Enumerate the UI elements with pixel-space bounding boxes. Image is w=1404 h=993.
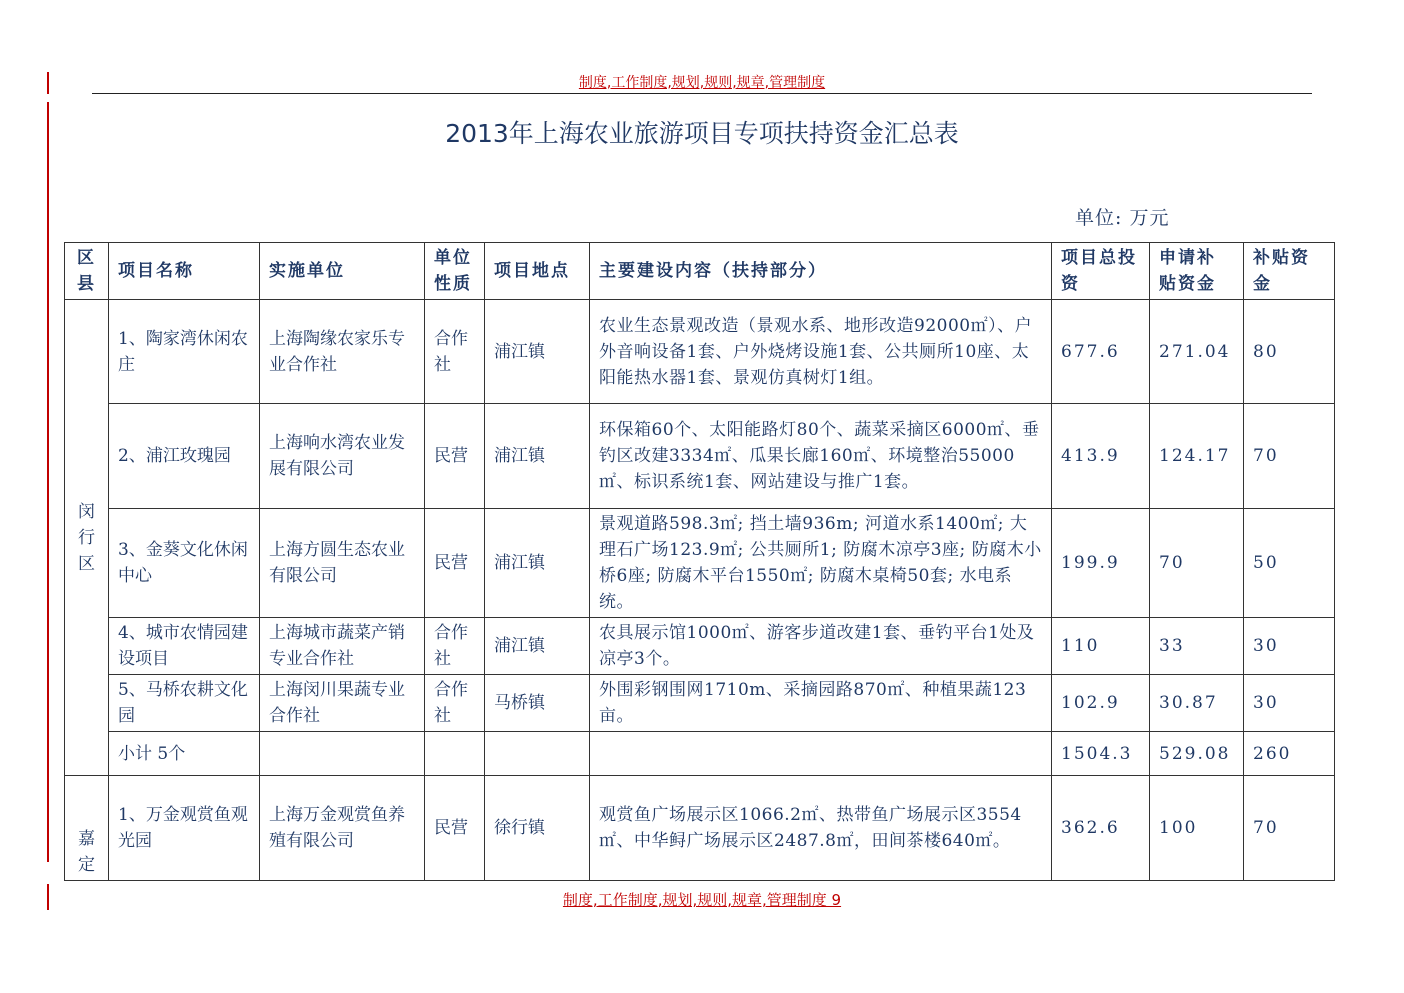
- subtotal-total-investment: 1504.3: [1052, 732, 1150, 776]
- applied-subsidy: 70: [1150, 509, 1244, 618]
- construction-content: 农具展示馆1000㎡、游客步道改建1套、垂钓平台1处及凉亭3个。: [590, 618, 1052, 675]
- location: 浦江镇: [485, 618, 590, 675]
- empty-cell: [425, 732, 485, 776]
- table-row: [65, 776, 1335, 881]
- organization: 上海城市蔬菜产销专业合作社: [260, 618, 425, 675]
- empty-cell: [485, 732, 590, 776]
- page-title: 2013年上海农业旅游项目专项扶持资金汇总表: [445, 119, 959, 148]
- subtotal-row: [65, 732, 1335, 776]
- subsidy: 30: [1244, 618, 1335, 675]
- organization: 上海万金观赏鱼养殖有限公司: [260, 776, 425, 881]
- table-row: [65, 618, 1335, 675]
- project-name: 3、金葵文化休闲中心: [109, 509, 260, 618]
- project-name: 1、万金观赏鱼观光园: [109, 776, 260, 881]
- total-investment: 362.6: [1052, 776, 1150, 881]
- subtotal-subsidy: 260: [1244, 732, 1335, 776]
- project-name: 1、陶家湾休闲农庄: [109, 300, 260, 404]
- table-row: [65, 404, 1335, 509]
- col-header-location: 项目地点: [485, 243, 590, 300]
- total-investment: 413.9: [1052, 404, 1150, 509]
- org-nature: 民营: [425, 776, 485, 881]
- subsidy: 50: [1244, 509, 1335, 618]
- construction-content: 环保箱60个、太阳能路灯80个、蔬菜采摘区6000㎡、垂钓区改建3334㎡、瓜果长廊160㎡、环境整治55000㎡、标识系统1套、网站建设与推广1套。: [590, 404, 1052, 509]
- subsidy: 70: [1244, 776, 1335, 881]
- location: 马桥镇: [485, 675, 590, 732]
- table-row: [65, 675, 1335, 732]
- org-nature: 民营: [425, 404, 485, 509]
- organization: 上海陶缘农家乐专业合作社: [260, 300, 425, 404]
- subsidy: 70: [1244, 404, 1335, 509]
- location: 浦江镇: [485, 404, 590, 509]
- organization: 上海响水湾农业发展有限公司: [260, 404, 425, 509]
- table-row: [65, 509, 1335, 618]
- district-minhang: 闵行区: [65, 300, 109, 776]
- page-footer: 制度,工作制度,规划,规则,规章,管理制度 9: [562, 891, 842, 909]
- col-header-total-investment: 项目总投资: [1052, 243, 1150, 300]
- empty-cell: [260, 732, 425, 776]
- funding-table: [64, 242, 1335, 881]
- construction-content: 景观道路598.3㎡; 挡土墙936m; 河道水系1400㎡; 大理石广场123.9㎡; 公共厕所1; 防腐木凉亭3座; 防腐木小桥6座; 防腐木平台1550㎡; 防腐木桌椅50套; 水电系统。: [590, 509, 1052, 618]
- subsidy: 80: [1244, 300, 1335, 404]
- col-header-content: 主要建设内容（扶持部分）: [590, 243, 1052, 300]
- applied-subsidy: 124.17: [1150, 404, 1244, 509]
- org-nature: 合作社: [425, 675, 485, 732]
- applied-subsidy: 30.87: [1150, 675, 1244, 732]
- margin-mark-body: [47, 102, 49, 862]
- org-nature: 合作社: [425, 618, 485, 675]
- col-header-district: 区县: [65, 243, 109, 300]
- subtotal-applied-subsidy: 529.08: [1150, 732, 1244, 776]
- district-jiading: 嘉定: [65, 776, 109, 881]
- col-header-org-nature: 单位性质: [425, 243, 485, 300]
- project-name: 2、浦江玫瑰园: [109, 404, 260, 509]
- org-nature: 合作社: [425, 300, 485, 404]
- col-header-applied-subsidy: 申请补贴资金: [1150, 243, 1244, 300]
- location: 浦江镇: [485, 300, 590, 404]
- organization: 上海闵川果蔬专业合作社: [260, 675, 425, 732]
- applied-subsidy: 100: [1150, 776, 1244, 881]
- col-header-project-name: 项目名称: [109, 243, 260, 300]
- org-nature: 民营: [425, 509, 485, 618]
- organization: 上海方圆生态农业有限公司: [260, 509, 425, 618]
- header-divider: [92, 93, 1312, 94]
- empty-cell: [590, 732, 1052, 776]
- location: 浦江镇: [485, 509, 590, 618]
- project-name: 5、马桥农耕文化园: [109, 675, 260, 732]
- total-investment: 110: [1052, 618, 1150, 675]
- page-header: 制度,工作制度,规划,规则,规章,管理制度: [578, 75, 826, 91]
- applied-subsidy: 33: [1150, 618, 1244, 675]
- col-header-subsidy: 补贴资金: [1244, 243, 1335, 300]
- project-name: 4、城市农情园建设项目: [109, 618, 260, 675]
- col-header-organization: 实施单位: [260, 243, 425, 300]
- total-investment: 199.9: [1052, 509, 1150, 618]
- total-investment: 677.6: [1052, 300, 1150, 404]
- construction-content: 观赏鱼广场展示区1066.2㎡、热带鱼广场展示区3554㎡、中华鲟广场展示区2487.8㎡，田间茶楼640㎡。: [590, 776, 1052, 881]
- table-header-row: [65, 243, 1335, 300]
- subsidy: 30: [1244, 675, 1335, 732]
- total-investment: 102.9: [1052, 675, 1150, 732]
- applied-subsidy: 271.04: [1150, 300, 1244, 404]
- construction-content: 农业生态景观改造（景观水系、地形改造92000㎡）、户外音响设备1套、户外烧烤设施1套、公共厕所10座、太阳能热水器1套、景观仿真树灯1组。: [590, 300, 1052, 404]
- table-row: [65, 300, 1335, 404]
- unit-label: 单位: 万元: [1075, 207, 1170, 229]
- location: 徐行镇: [485, 776, 590, 881]
- construction-content: 外围彩钢围网1710m、采摘园路870㎡、种植果蔬123亩。: [590, 675, 1052, 732]
- subtotal-label: 小计 5个: [109, 732, 260, 776]
